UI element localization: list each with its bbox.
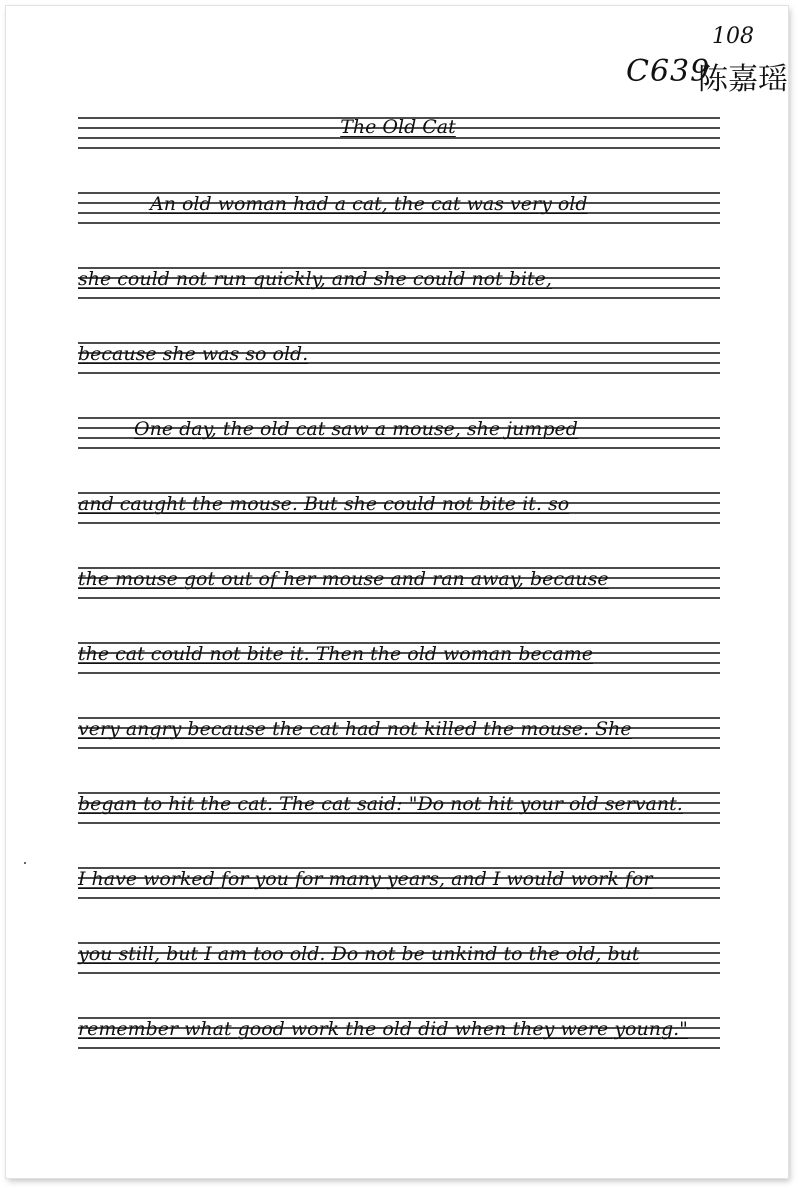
page-number: 108 bbox=[712, 24, 754, 49]
handwritten-line: the mouse got out of her mouse and ran away, because bbox=[78, 568, 609, 590]
ink-dot bbox=[24, 862, 26, 864]
handwritten-title: The Old Cat bbox=[340, 116, 456, 138]
handwritten-line: and caught the mouse. But she could not bite it. so bbox=[78, 493, 570, 515]
handwritten-line: An old woman had a cat, the cat was very old bbox=[150, 193, 588, 215]
handwritten-line: she could not run quickly, and she could not bite, bbox=[78, 268, 552, 290]
handwritten-line: remember what good work the old did when they were young." bbox=[78, 1018, 688, 1040]
handwritten-line: you still, but I am too old. Do not be unkind to the old, but bbox=[78, 943, 640, 965]
handwritten-line: began to hit the cat. The cat said: "Do not hit your old servant. bbox=[78, 793, 683, 815]
handwritten-line: I have worked for you for many years, and I would work for bbox=[78, 868, 653, 890]
student-name: 陈嘉瑶 bbox=[698, 62, 788, 97]
handwritten-line: very angry because the cat had not killed the mouse. She bbox=[78, 718, 632, 740]
handwritten-line: One day, the old cat saw a mouse, she jumped bbox=[134, 418, 578, 440]
student-code: C639 bbox=[626, 54, 711, 89]
handwritten-line: because she was so old. bbox=[78, 343, 309, 365]
handwritten-line: the cat could not bite it. Then the old woman became bbox=[78, 643, 593, 665]
